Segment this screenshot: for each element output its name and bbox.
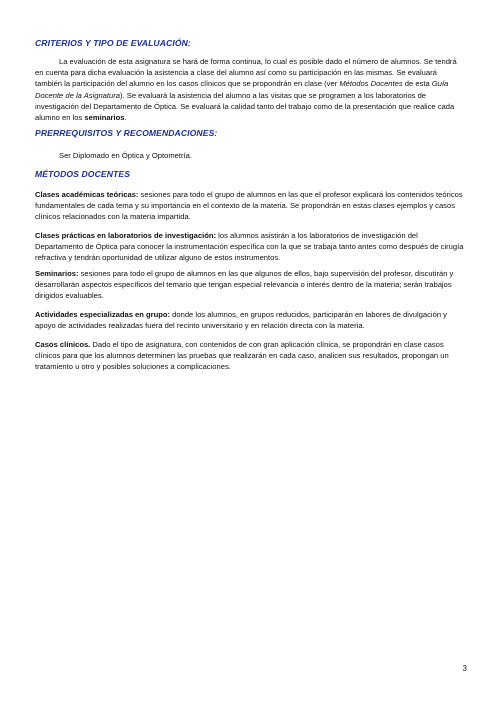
metodo-item [35, 309, 465, 331]
metodo-term: Clases prácticas en laboratorios de investigación: [35, 231, 217, 240]
metodo-description: sesiones para todo el grupo de alumnos en las que el profesor explicará los contenidos teóricos fundamentales de cada tema y su importancia en el contexto de la materia. Se propondrán en estas clases ejemplos y casos clínicos relacionados con la materia impartida. [35, 190, 463, 222]
metodo-item [35, 268, 465, 302]
criterios-italic-1: Métodos Docentes [339, 79, 403, 89]
metodo-term: Clases académicas teóricas: [35, 190, 139, 199]
heading-prerrequisitos: PRERREQUISITOS Y RECOMENDACIONES: [35, 128, 218, 138]
metodo-description: sesiones para todo el grupo de alumnos en las que algunos de ellos, bajo supervisión del profesor, discutirán y desarrollarán aspectos específicos del temario que tengan especial relevancia o interés dentro de la materia; serán trabajos dirigidos evaluables. [35, 269, 454, 301]
metodo-term: Seminarios: [35, 269, 79, 278]
criterios-bold-1: seminarios [84, 113, 125, 123]
criterios-text-2: de esta [402, 79, 432, 89]
criterios-text-4: . [124, 113, 127, 123]
metodo-item [35, 339, 465, 373]
page-number: 3 [462, 664, 467, 673]
metodo-description: los alumnos asistirán a los laboratorios de investigación del Departamento de Óptica para conocer la instrumentación específica con la que se trabaja tanto antes como después de cirugía refractiva y tendrán oportunidad de utilizar alguno de estos instrumentos. [35, 231, 464, 263]
prerrequisitos-text: Ser Diplomado en Óptica y Optometría. [59, 151, 192, 160]
criterios-text-3: ). Se evaluará la asistencia del alumno a las visitas que se programen a los laboratorios de investigación del Departamento de Óptica. Se evaluará la calidad tanto del trabajo como de la presentación que realice cada alumno en los [35, 90, 455, 123]
criterios-text-1: La evaluación de esta asignatura se hará de forma continua, lo cual es posible dado el número de alumnos. Se tendrá en cuenta para dicha evaluación la asistencia a clase del alumno así como su participación en las mismas. Se evaluará también la participación del alumno en los casos clínicos que se propondrán en clase (ver [35, 57, 457, 89]
metodo-item [35, 189, 465, 223]
metodo-item [35, 230, 465, 264]
metodo-term: Actividades especializadas en grupo: [35, 310, 171, 319]
metodo-description: Dado el tipo de asignatura, con contenidos de con gran aplicación clínica, se propondrán en clase casos clínicos para que los alumnos determinen las pruebas que realizarán en cada caso, analicen sus resultados, propongan un tratamiento u otro y posibles soluciones a complicaciones. [35, 340, 449, 372]
metodo-term: Casos clínicos. [35, 340, 91, 349]
heading-metodos: MÉTODOS DOCENTES [35, 169, 131, 179]
criterios-italic-2: Guía Docente de la Asignatura [35, 79, 449, 100]
criterios-paragraph [35, 56, 465, 123]
metodo-description: donde los alumnos, en grupos reducidos, participarán en labores de divulgación y apoyo de actividades realizadas fuera del recinto universitario y en relación directa con la materia. [35, 310, 447, 331]
heading-criterios: CRITERIOS Y TIPO DE EVALUACIÓN: [35, 38, 191, 48]
